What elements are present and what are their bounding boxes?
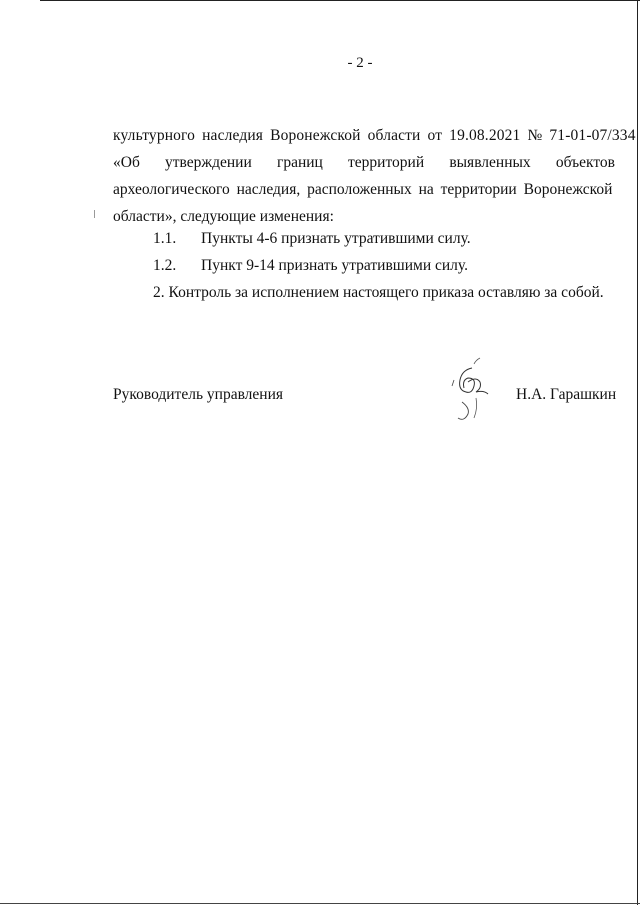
- margin-mark: [94, 210, 95, 218]
- page-number: - 2 -: [347, 55, 373, 71]
- body-line-1: [113, 122, 636, 149]
- list-item-text: Пункт 9-14 признать утратившими силу.: [201, 257, 468, 274]
- body-word: территорий: [348, 154, 425, 171]
- body-paragraph: [113, 122, 636, 230]
- list-item: [153, 257, 468, 275]
- body-line-2: [113, 149, 615, 176]
- scan-edge-bottom: [0, 903, 640, 904]
- scan-edge-top: [40, 0, 640, 1]
- body-line-4: области», следующие изменения:: [113, 208, 334, 225]
- list-item-text: Пункты 4-6 признать утратившими силу.: [201, 230, 471, 247]
- list-item-number: 1.2.: [153, 257, 177, 274]
- signer-title: Руководитель управления: [113, 386, 284, 403]
- scan-edge-right: [637, 0, 638, 905]
- list-item-number: 1.1.: [153, 230, 177, 247]
- body-line-1-text: культурного наследия Воронежской области от 19.08.2021 № 71-01-07/334: [113, 127, 636, 144]
- paragraph-2: 2. Контроль за исполнением настоящего приказа оставляю за собой.: [153, 284, 604, 301]
- handwritten-signature: [432, 352, 502, 432]
- list-item: [153, 230, 471, 248]
- body-word: границ: [276, 154, 323, 171]
- body-word: «Об: [113, 154, 140, 171]
- body-word: утверждении: [165, 154, 252, 171]
- signer-name: Н.А. Гарашкин: [516, 386, 617, 403]
- body-word: выявленных: [449, 154, 531, 171]
- body-word: объектов: [555, 154, 615, 171]
- body-line-3: археологического наследия, расположенных на территории Воронежской: [113, 181, 613, 198]
